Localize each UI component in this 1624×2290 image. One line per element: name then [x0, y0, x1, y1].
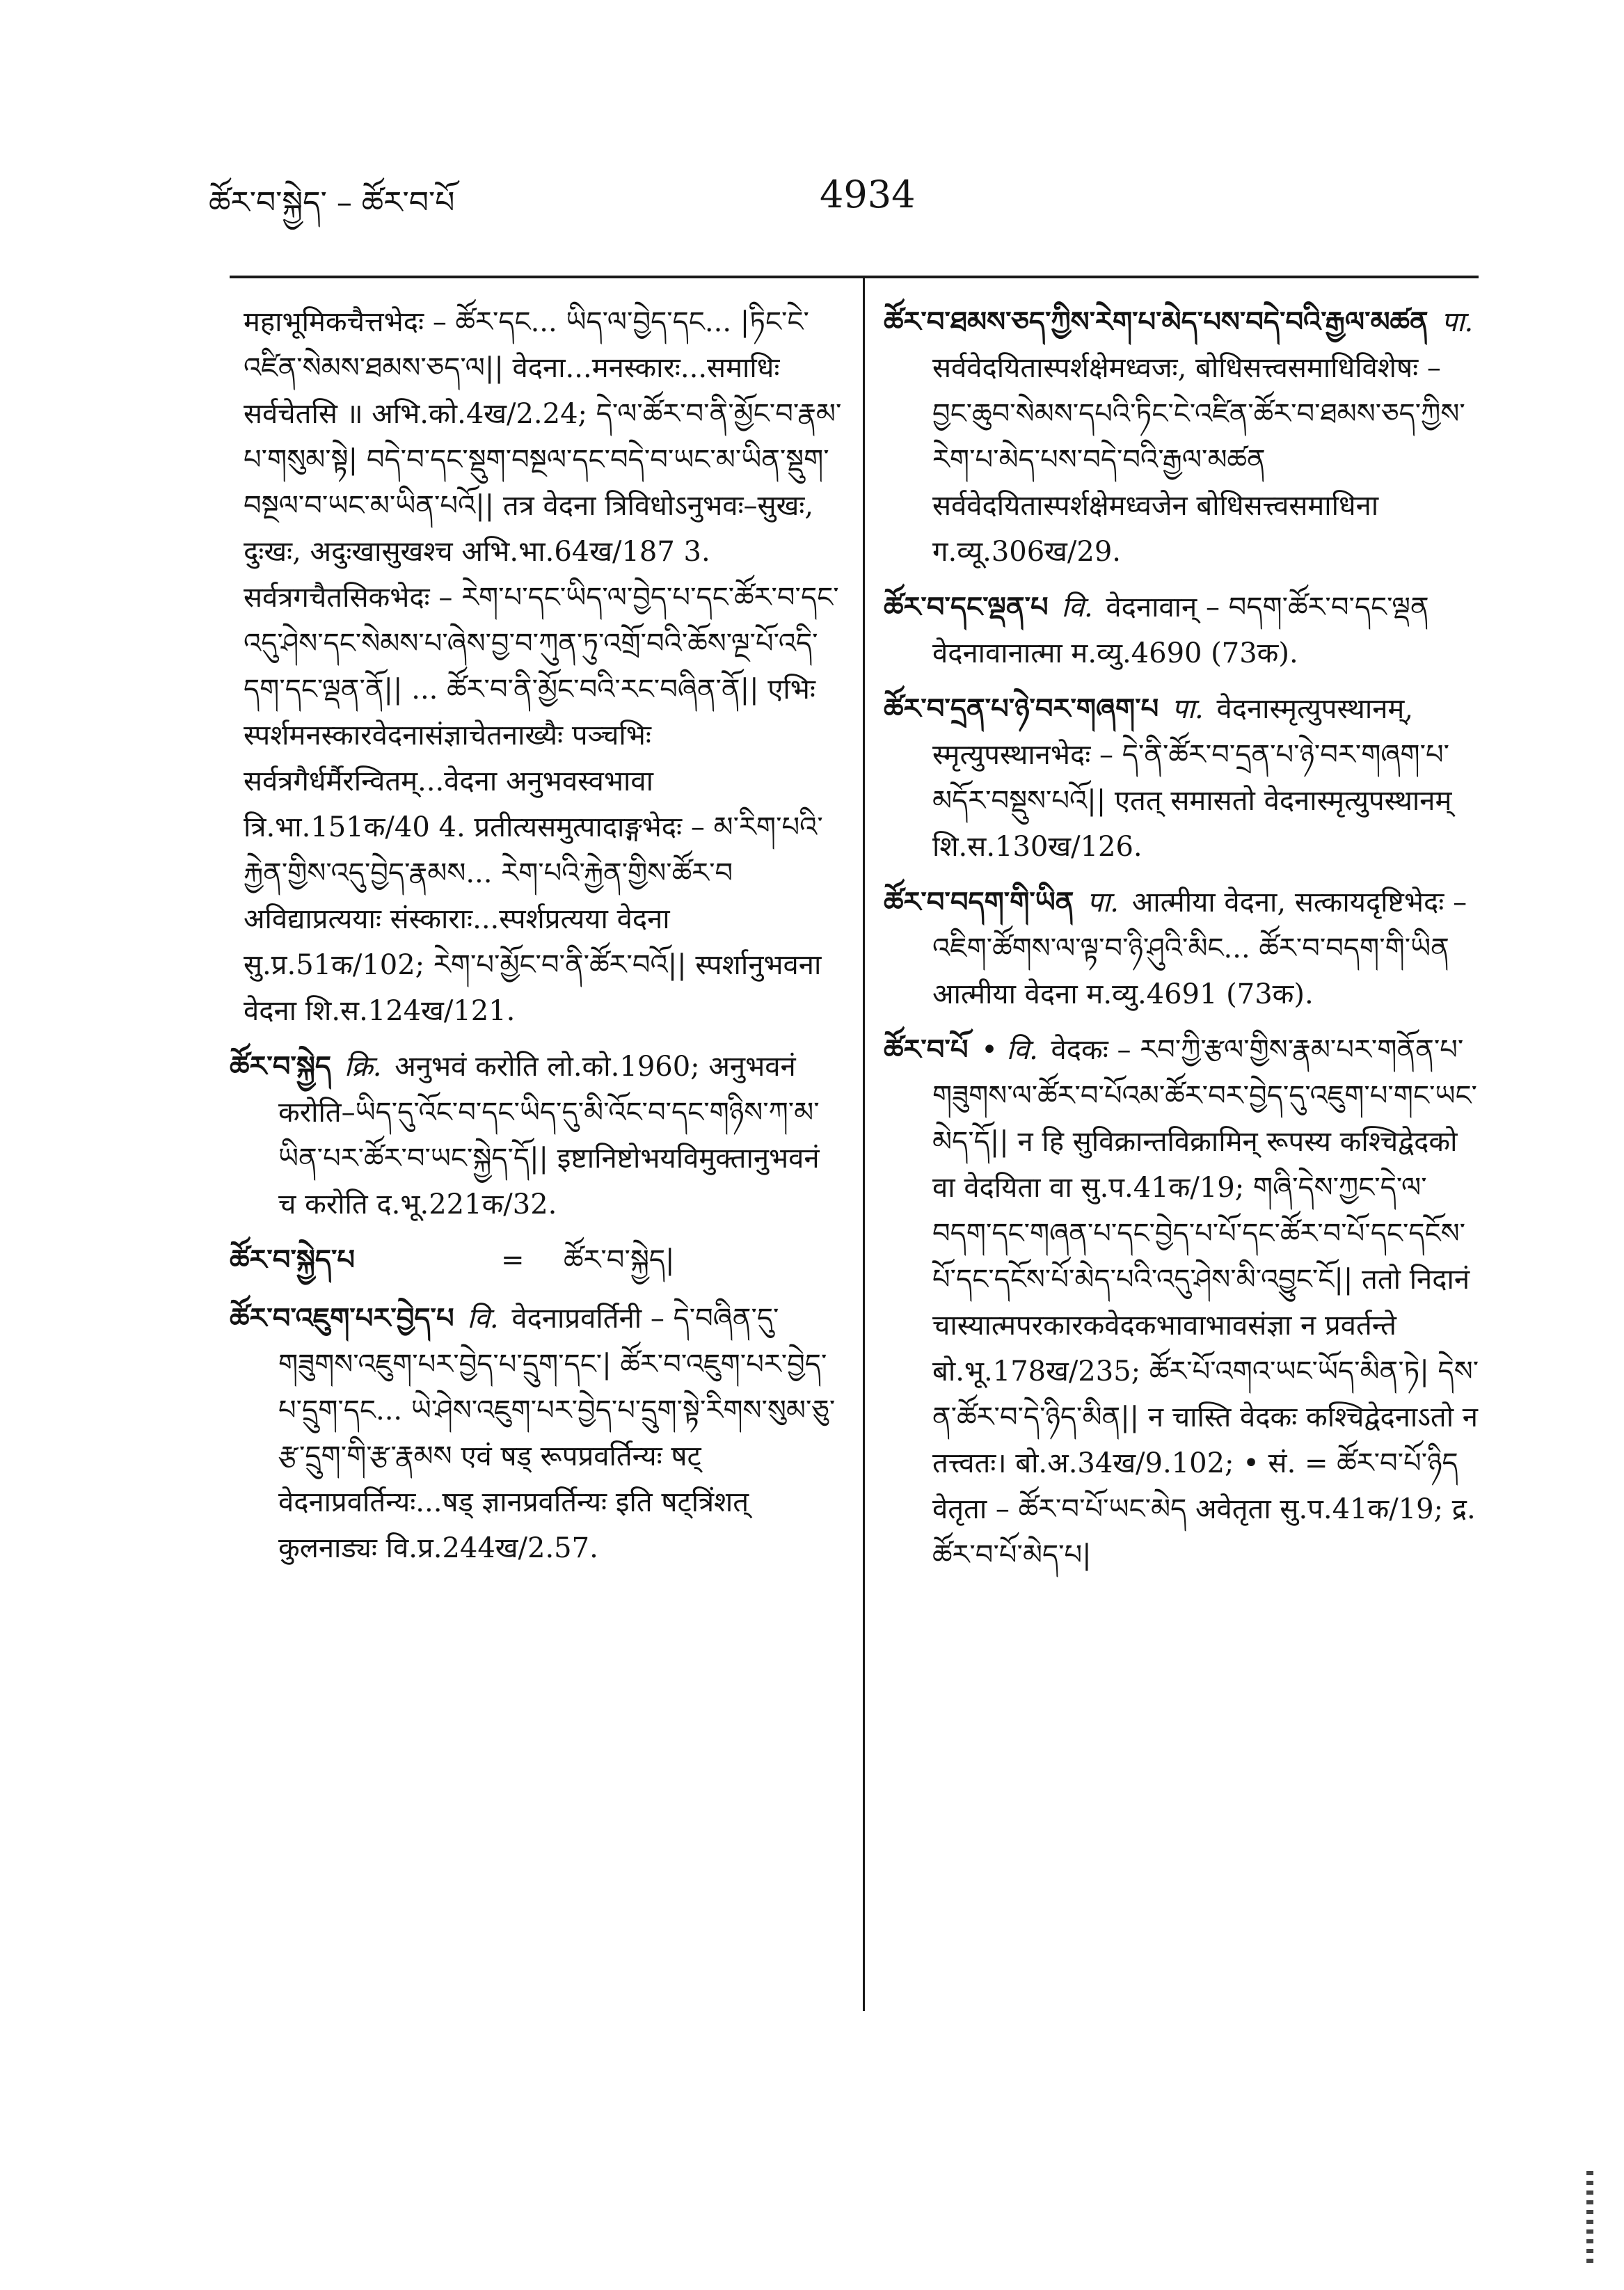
entry-text: आत्मीया वेदना, सत्कायदृष्टिभेदः – འཇིག་ཚོགས་ལ་ལྟ་བ་ཉི་ཤུའི་མིང... ཚོར་བ་བདག་གི་ཡིན आत्मीया वेदना म.व्यु.4691 (73क). [932, 886, 1467, 1010]
headword: ཚོར་བ་སྐྱེད [230, 1050, 331, 1083]
grammar-tag: पा. [1441, 306, 1474, 338]
header-left-title: ཚོར་བ་སྐྱེད་ – ཚོར་བ་པོ [209, 185, 455, 221]
grammar-tag: वि. [1061, 591, 1093, 623]
headword: ཚོར་བ་སྐྱེད་པ [230, 1243, 356, 1276]
grammar-tag: पा. [1171, 693, 1204, 725]
headword: ཚོར་བ་པོ [884, 1033, 969, 1066]
grammar-tag: • वि. [981, 1034, 1038, 1066]
dictionary-entry [884, 686, 1482, 870]
entry-text: अनुभवं करोति लो.को.1960; अनुभवनं करोति–ཡིད་དུ་འོང་བ་དང་ཡིད་དུ་མི་འོང་བ་དང་གཉིས་ཀ་མ་ཡིན་པར་ཚོར་བ་ཡང་སྐྱེད་དོ|| इष्टानिष्टोभयविमुक्तानुभवनं च करोति द.भू.221क/32. [278, 1051, 820, 1220]
dictionary-entry [884, 299, 1482, 575]
grammar-tag: वि. [467, 1303, 499, 1335]
dictionary-entry [884, 880, 1482, 1017]
column-divider [863, 278, 865, 2011]
headword: ཚོར་བ་འཇུག་པར་བྱེད་པ [230, 1302, 454, 1335]
entry-text: वेदनाप्रवर्तिनी – དེ་བཞིན་དུ་གཟུགས་འཇུག་པར་བྱེད་པ་དྲུག་དང་| ཚོར་བ་འཇུག་པར་བྱེད་པ་དྲུག་དང... ཡེ་ཤེས་འཇུག་པར་བྱེད་པ་དྲུག་སྟེ་རིགས་སུམ་ཅུ་རྩ་དྲུག་གི་རྩ་རྣམས एवं षड् रूपप्रवर्तिन्यः षट् वेदनाप्रवर्तिन्यः...षड् ज्ञानप्रवर्तिन्यः इति षट्त्रिंशत् कुलनाड्यः वि.प्र.244ख/2.57. [278, 1303, 836, 1564]
entry-text: महाभूमिकचैत्तभेदः – ཚོར་དང... ཡིད་ལ་བྱེད་དང... |ཏིང་ངེ་འཛིན་སེམས་ཐམས་ཅད་ལ|| वेदना...मनस्कारः...समाधिः सर्वचेतसि ॥ अभि.को.4ख/2.24; དེ་ལ་ཚོར་བ་ནི་མྱོང་བ་རྣམ་པ་གསུམ་སྟེ| བདེ་བ་དང་སྡུག་བསྔལ་དང་བདེ་བ་ཡང་མ་ཡིན་སྡུག་བསྔལ་བ་ཡང་མ་ཡིན་པའོ|| तत्र वेदना त्रिविधोऽनुभवः–सुखः, दुःखः, अदुःखासुखश्च अभि.भा.64ख/187 3. सर्वत्रगचैतसिकभेदः – རེག་པ་དང་ཡིད་ལ་བྱེད་པ་དང་ཚོར་བ་དང་འདུ་ཤེས་དང་སེམས་པ་ཞེས་བྱ་བ་ཀུན་ཏུ་འགྲོ་བའི་ཆོས་ལྔ་པོ་འདི་དག་དང་ལྡན་ནོ|| ... ཚོར་བ་ནི་མྱོང་བའི་རང་བཞིན་ནོ|| एभिः स्पर्शमनस्कारवेदनासंज्ञाचेतनाख्यैः पञ्चभिः सर्वत्रगैर्धर्मैरन्वितम्...वेदना अनुभवस्वभावा त्रि.भा.151क/40 4. प्रतीत्यसमुत्पादाङ्गभेदः – མ་རིག་པའི་རྐྱེན་གྱིས་འདུ་བྱེད་རྣམས... རེག་པའི་རྐྱེན་གྱིས་ཚོར་བ अविद्याप्रत्ययाः संस्काराः...स्पर्शप्रत्यया वेदना सु.प्र.51क/102; རེག་པ་མྱོང་བ་ནི་ཚོར་བའོ|| स्पर्शानुभवना वेदना शि.स.124ख/121. [244, 306, 842, 1027]
dictionary-entry [230, 1044, 842, 1227]
page-number: 4934 [820, 173, 916, 216]
headword: ཚོར་བ་ཐམས་ཅད་ཀྱིས་རེག་པ་མེད་པས་བདེ་བའི་རྒྱལ་མཚན [884, 305, 1428, 338]
reference-target: ཚོར་བ་སྐྱེད| [564, 1244, 675, 1276]
headword: ཚོར་བ་དང་ལྡན་པ [884, 591, 1049, 623]
entry-continuation [230, 299, 842, 1034]
equals-sign: = [501, 1244, 525, 1276]
grammar-tag: पा. [1087, 886, 1119, 919]
headword: ཚོར་བ་དྲན་པ་ཉེ་བར་གཞག་པ [884, 692, 1159, 725]
dictionary-entry [884, 585, 1482, 676]
cross-reference-entry [230, 1237, 842, 1286]
entry-text: वेदनावान् – བདག་ཚོར་བ་དང་ལྡན वेदनावानात्मा म.व्यु.4690 (73क). [932, 591, 1429, 669]
dictionary-entry [230, 1296, 842, 1571]
entry-text: वेदकः – རབ་ཀྱི་རྩལ་གྱིས་རྣམ་པར་གནོན་པ་གཟུགས་ལ་ཚོར་བ་པོའམ་ཚོར་བར་བྱེད་དུ་འཇུག་པ་གང་ཡང་མེད་དོ|| न हि सुविक्रान्तविक्रामिन् रूपस्य कश्चिद्वेदको वा वेदयिता वा सु.प.41क/19; གཞི་དེས་ཀྱང་དེ་ལ་བདག་དང་གཞན་པ་དང་བྱེད་པ་པོ་དང་ཚོར་བ་པོ་དང་དངོས་པོ་དང་དངོས་པོ་མེད་པའི་འདུ་ཤེས་མི་འབྱུང་ངོ|| ततो निदानं चास्यात्मपरकारकवेदकभावाभावसंज्ञा न प्रवर्तन्ते बो.भू.178ख/235; ཚོར་པོ་འགའ་ཡང་ཡོད་མིན་ཏེ| དེས་ན་ཚོར་བ་དེ་ཉིད་མིན|| न चास्ति वेदकः कश्चिद्वेदनाऽतो न तत्त्वतः। बो.अ.34ख/9.102; • सं. = ཚོར་བ་པོ་ཉིད वेतृता – ཚོར་བ་པོ་ཡང་མེད अवेतृता सु.प.41क/19; द्र. ཚོར་བ་པོ་མེད་པ| [932, 1034, 1479, 1571]
header-rule [230, 276, 1479, 278]
headword: ཚོར་བ་བདག་གི་ཡིན [884, 886, 1074, 919]
dictionary-entry [884, 1027, 1482, 1578]
grammar-tag: क्रि. [344, 1051, 382, 1083]
entry-text: सर्ववेदयितास्पर्शक्षेमध्वजः, बोधिसत्त्वसमाधिविशेषः – བྱང་ཆུབ་སེམས་དཔའི་ཏིང་ངེ་འཛིན་ཚོར་བ་ཐམས་ཅད་ཀྱིས་རེག་པ་མེད་པས་བདེ་བའི་རྒྱལ་མཚན सर्ववेदयितास्पर्शक्षेमध्वजेन बोधिसत्त्वसमाधिना ग.व्यू.306ख/29. [932, 352, 1465, 568]
left-column [230, 299, 842, 1581]
entry-text: वेदनास्मृत्युपस्थानम्, स्मृत्युपस्थानभेदः – དེ་ནི་ཚོར་བ་དྲན་པ་ཉེ་བར་གཞག་པ་མདོར་བསྡུས་པའོ|| एतत् समासतो वेदनास्मृत्युपस्थानम् शि.स.130ख/126. [932, 693, 1452, 863]
scan-margin-mark [1586, 2171, 1593, 2268]
right-column [884, 299, 1482, 1588]
